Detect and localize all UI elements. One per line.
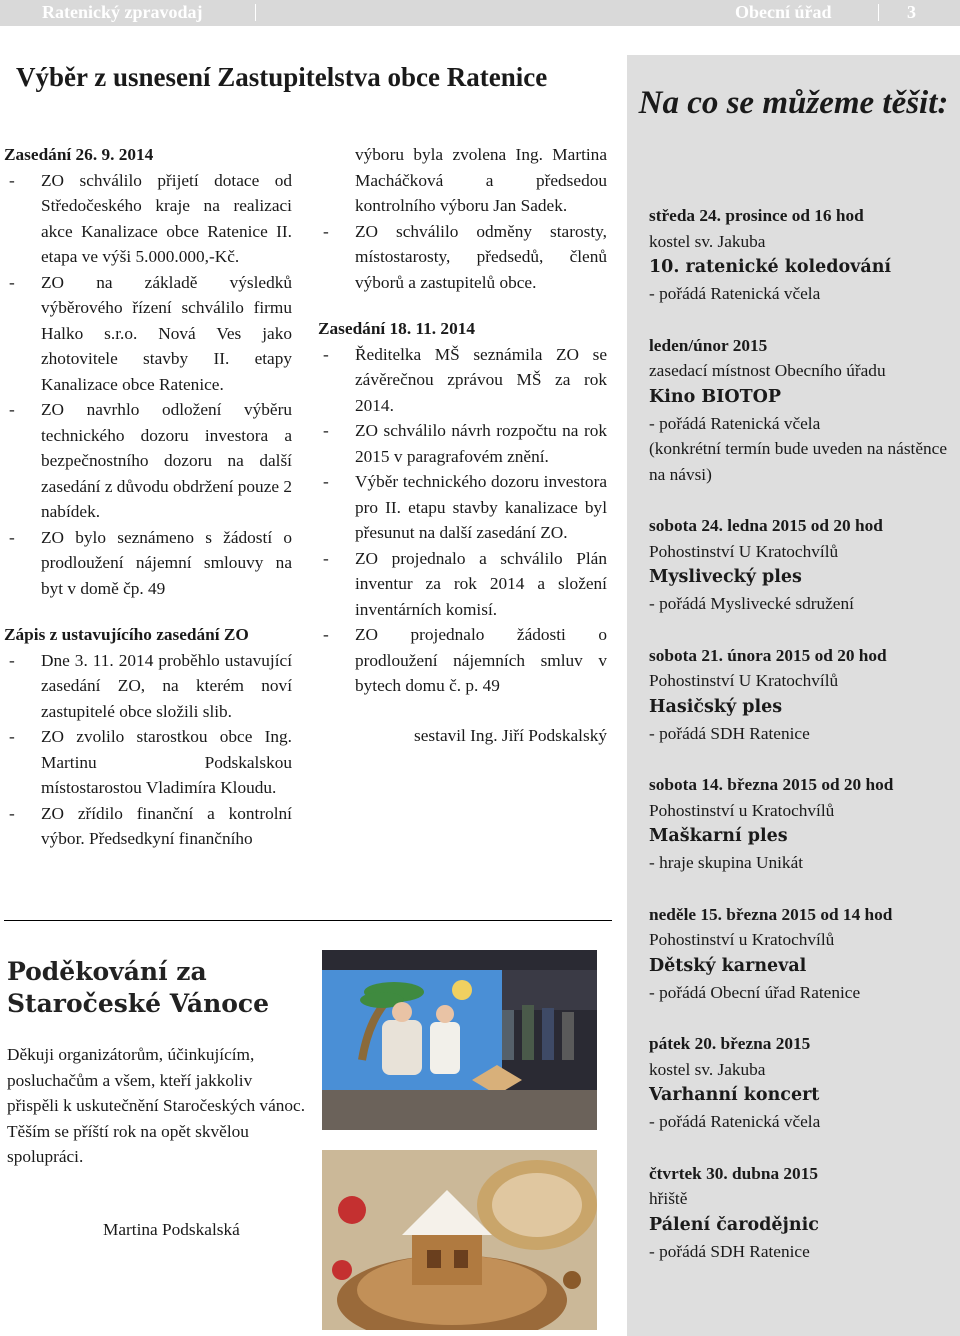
event-organizer: - pořádá SDH Ratenice (649, 1241, 810, 1261)
resolution-item: - ZO projednalo a schválilo Plán inventur za rok 2014 a složení inventárních komisí. (323, 548, 607, 619)
event-item (649, 1031, 949, 1135)
resolution-item: - Výběr technického dozoru investora pro II. etapu stavby kanalizace byl přesunut na další zasedání ZO. (323, 472, 607, 542)
events-list (649, 203, 949, 1290)
event-note: (konkrétní termín bude uveden na nástěnce na návsi) (649, 439, 947, 484)
session-heading: Zápis z ustavujícího zasedání ZO (4, 625, 249, 644)
event-date: středa 24. prosince od 16 hod (649, 206, 864, 225)
event-item (649, 902, 949, 1006)
page-header (0, 0, 960, 26)
event-date: sobota 21. února 2015 od 20 hod (649, 645, 887, 665)
event-name: 10. ratenické koledování (649, 257, 892, 277)
thanks-body: Děkuji organizátorům, účinkujícím, posluchačům a všem, kteří jakkoliv přispěli k uskutečnění Staročeských vánoc. Těším se příští rok na opět skvělou spolupráci. (7, 1045, 306, 1166)
resolution-item: - ZO bylo seznámeno s žádostí o prodloužení nájemní smlouvy na byt v domě čp. 49 (9, 527, 292, 598)
events-panel (627, 55, 960, 1336)
session-heading: Zasedání 18. 11. 2014 (318, 319, 475, 338)
photo-gingerbread-house (322, 1150, 597, 1330)
resolution-item: - ZO schválilo návrh rozpočtu na rok 2015 v paragrafovém znění. (323, 421, 607, 466)
event-organizer: - hraje skupina Unikát (649, 853, 804, 872)
event-place: hřiště (649, 1189, 688, 1208)
event-date: sobota 14. března 2015 od 20 hod (649, 775, 894, 794)
event-organizer: - pořádá SDH Ratenice (649, 723, 810, 743)
event-name: Pálení čarodějnic (649, 1214, 819, 1235)
event-name: Kino BIOTOP (649, 386, 781, 407)
event-place: kostel sv. Jakuba (649, 1059, 766, 1079)
resolution-item: - ZO na základě výsledků výběrového řízení schválilo firmu Halko s.r.o. Nová Ves jako zhotovitele stavby II. etapy Kanalizace obce Ratenice. (9, 272, 292, 394)
event-date: pátek 20. března 2015 (649, 1034, 811, 1053)
event-organizer: - pořádá Myslivecké sdružení (649, 594, 854, 613)
resolution-continuation: výboru byla zvolena Ing. Martina Macháčková a předsedou kontrolního výboru Jan Sadek. (355, 145, 607, 215)
event-organizer: - pořádá Ratenická včela (649, 284, 821, 303)
event-date: leden/únor 2015 (649, 335, 768, 355)
resolution-item: - ZO projednalo žádosti o prodloužení nájemních smluv v bytech domu č. p. 49 (323, 625, 607, 695)
event-name: Maškarní ples (649, 826, 788, 846)
event-item (649, 643, 949, 747)
section-divider (4, 920, 612, 921)
section-name: Obecní úřad (735, 2, 832, 22)
event-name: Myslivecký ples (649, 567, 802, 587)
event-item (649, 772, 949, 876)
resolution-item: - ZO zřídilo finanční a kontrolní výbor. Předsedkyní finančního (9, 803, 292, 848)
thanks-title: Poděkování za Staročeské Vánoce (7, 957, 270, 1018)
resolution-item: - ZO schválilo přijetí dotace od Středočeského kraje na realizaci akce Kanalizace obce Ratenice II. etapa ve výši 5.000.000,-Kč. (9, 170, 292, 266)
event-item (649, 203, 949, 307)
resolutions-column-left (4, 142, 292, 852)
thanks-signature: Martina Podskalská (103, 1220, 240, 1239)
event-item (649, 1161, 949, 1265)
event-name: Dětský karneval (649, 955, 807, 976)
resolution-item: - Dne 3. 11. 2014 proběhlo ustavující zasedání ZO, na kterém noví zastupitelé obce složili slib. (9, 650, 292, 721)
event-organizer: - pořádá Ratenická včela (649, 1112, 821, 1131)
article-signature: sestavil Ing. Jiří Podskalský (414, 725, 607, 745)
events-title: Na co se můžeme těšit: (638, 85, 949, 121)
page-number: 3 (907, 2, 916, 22)
event-date: čtvrtek 30. dubna 2015 (649, 1163, 818, 1183)
photo-nativity-play (322, 950, 597, 1130)
event-place: kostel sv. Jakuba (649, 231, 766, 251)
header-divider (255, 4, 256, 21)
event-item (649, 513, 949, 617)
resolution-item: - ZO navrhlo odložení výběru technického dozoru investora a bezpečnostního dozoru na další zasedání z důvodu obdržení pouze 2 nabídek. (9, 400, 292, 521)
resolutions-column-middle (318, 142, 607, 748)
event-date: neděle 15. března 2015 od 14 hod (649, 904, 893, 924)
event-name: Hasičský ples (649, 696, 783, 717)
session-heading: Zasedání 26. 9. 2014 (4, 145, 154, 164)
event-place: Pohostinství u Kratochvílů (649, 930, 835, 949)
event-organizer: - pořádá Obecní úřad Ratenice (649, 982, 861, 1002)
header-divider (878, 4, 879, 21)
event-place: zasedací místnost Obecního úřadu (649, 361, 886, 380)
resolution-item: - ZO zvolilo starostkou obce Ing. Martinu Podskalskou místostarostou Vladimíra Kloudu. (9, 727, 292, 797)
event-place: Pohostinství u Kratochvílů (649, 800, 835, 820)
event-organizer: - pořádá Ratenická včela (649, 413, 821, 433)
resolution-item: - Ředitelka MŠ seznámila ZO se závěrečnou zprávou MŠ za rok 2014. (323, 344, 607, 415)
event-date: sobota 24. ledna 2015 od 20 hod (649, 516, 883, 535)
resolution-item: - ZO schválilo odměny starosty, místostarosty, předsedů, členů výborů a zastupitelů obce. (323, 221, 607, 292)
event-name: Varhanní koncert (649, 1085, 820, 1105)
event-place: Pohostinství U Kratochvílů (649, 541, 839, 561)
article-title: Výběr z usnesení Zastupitelstva obce Ratenice (16, 62, 548, 92)
newsletter-name: Ratenický zpravodaj (42, 2, 203, 22)
event-item (649, 333, 949, 488)
event-place: Pohostinství U Kratochvílů (649, 671, 839, 690)
